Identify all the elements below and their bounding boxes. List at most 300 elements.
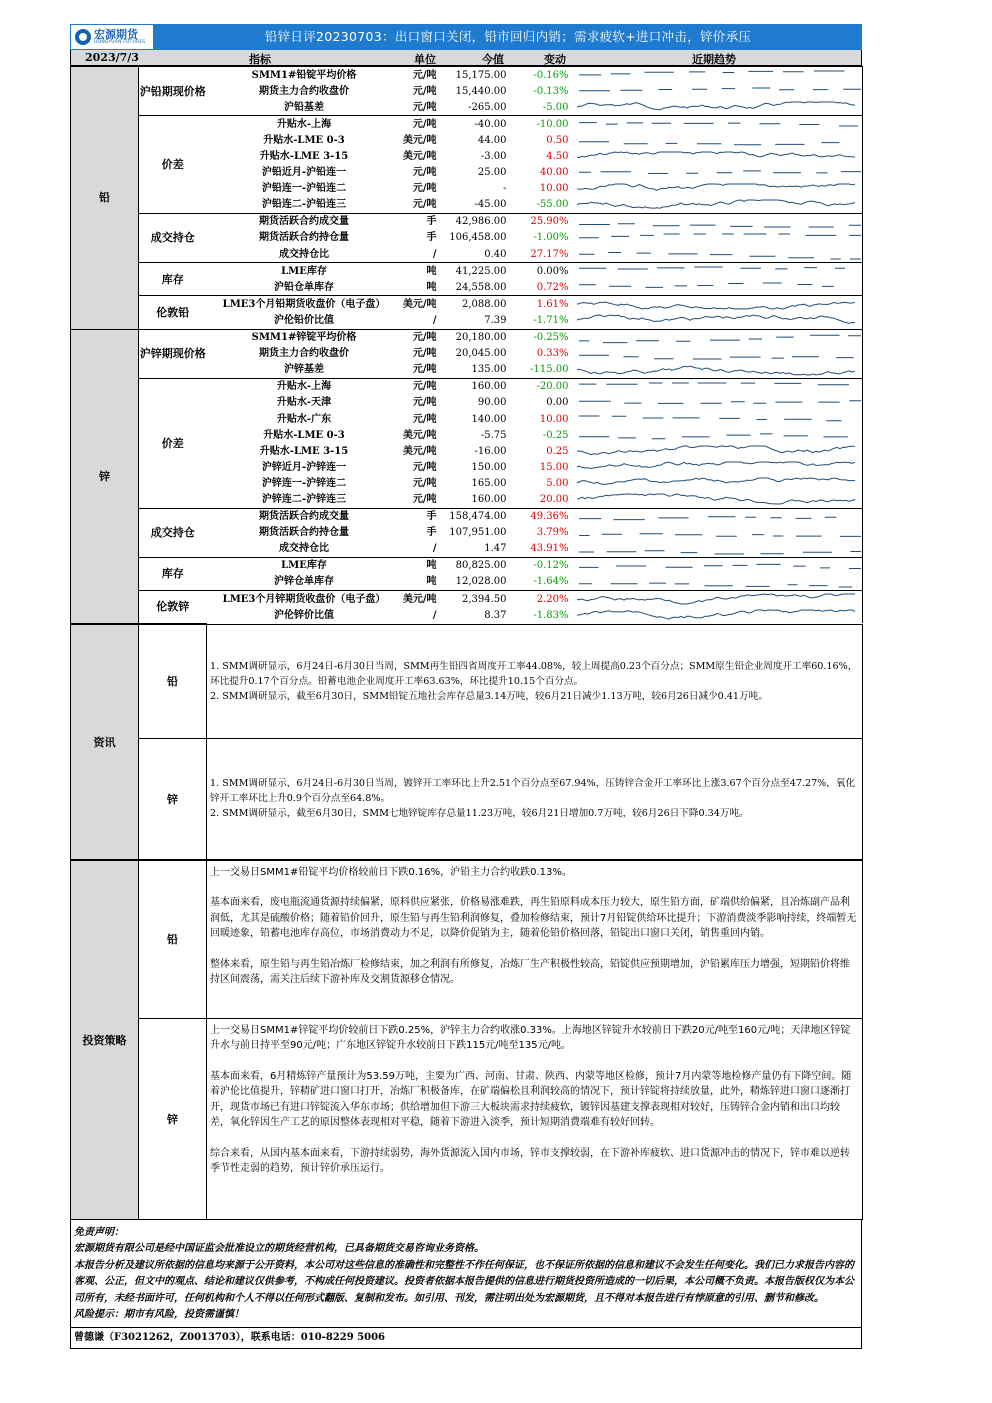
- group-label: 成交持仓: [139, 508, 207, 557]
- change-cell: -1.83%: [533, 609, 569, 621]
- change-cell: 40.00: [539, 167, 569, 179]
- sparkline-icon: [573, 182, 861, 196]
- sparkline-icon: [573, 380, 861, 394]
- change-cell: 10.00: [539, 183, 569, 195]
- unit-cell: 元/吨: [412, 199, 437, 211]
- group-label: 价差: [139, 116, 207, 214]
- value-cell: 15,175.00: [440, 67, 511, 84]
- change-cell: -115.00: [530, 364, 569, 376]
- logo-subtext: HONGYUAN FUTURES: [94, 39, 146, 45]
- unit-cell: 元/吨: [412, 493, 437, 505]
- unit-cell: /: [432, 543, 437, 555]
- section-label: 锌: [71, 329, 139, 623]
- change-cell: 43.91%: [530, 543, 569, 555]
- indicator-name: 沪铅连二-沪铅连三: [261, 199, 347, 211]
- trend-cell: [573, 459, 863, 475]
- value-cell: 2,394.50: [440, 591, 511, 608]
- sparkline-path: [577, 462, 855, 469]
- table-row: [71, 213, 863, 230]
- sparkline-path: [579, 583, 852, 587]
- change-cell: 1.61%: [511, 296, 573, 313]
- indicator-name: 期货主力合约收盘价: [259, 85, 349, 97]
- sparkline-icon: [573, 150, 861, 164]
- change-cell: 20.00: [539, 493, 569, 505]
- value-cell: 0.40: [484, 248, 507, 260]
- unit-cell: 元/吨: [412, 85, 437, 97]
- sparkline-icon: [573, 247, 861, 261]
- indicator-name: 升贴水-LME 0-3: [263, 134, 345, 146]
- trend-cell: [573, 427, 863, 443]
- unit-cell: 吨: [426, 281, 437, 293]
- value-cell: 2,088.00: [440, 296, 511, 313]
- group-label: 伦敦锌: [139, 591, 207, 624]
- unit-cell: 美元/吨: [402, 445, 437, 457]
- trend-cell: [573, 607, 863, 623]
- report-title: 铅锌日评20230703：出口窗口关闭，铅市回归内销；需求疲软+进口冲击，锌价承压: [264, 29, 752, 44]
- change-cell: 49.36%: [511, 508, 573, 525]
- trend-cell: [573, 312, 863, 329]
- indicator-name: 沪铅近月-沪铅连一: [261, 167, 347, 179]
- change-cell: -1.71%: [533, 314, 569, 326]
- sparkline-path: [579, 224, 861, 227]
- unit-cell: 吨: [402, 557, 440, 574]
- sparkline-icon: [573, 166, 861, 180]
- sparkline-path: [577, 315, 855, 323]
- unit-cell: 元/吨: [402, 378, 440, 395]
- sparkline-path: [577, 200, 855, 208]
- indicator-name: 沪伦铅价比值: [274, 314, 334, 326]
- sparkline-path: [579, 355, 854, 359]
- trend-cell: [573, 443, 863, 459]
- sparkline-path: [577, 478, 855, 484]
- indicator-name: 升贴水-LME 3-15: [259, 445, 349, 457]
- analyst-contact: 曾德谦（F3021262，Z0013703），联系电话：010-8229 5006: [70, 1328, 862, 1349]
- unit-cell: 手: [402, 213, 440, 230]
- strategy-zinc-text: [207, 1018, 863, 1219]
- strategy-title: 投资策略: [71, 860, 139, 1219]
- news-zinc-line: 2. SMM调研显示，截至6月30日，SMM七地锌锭库存总量11.23万吨，较6月21日增加0.7万吨，较6月26日下降0.34万吨。: [210, 808, 749, 820]
- trend-cell: [573, 378, 863, 395]
- report-date: 2023/7/3: [85, 51, 139, 64]
- change-cell: 0.50: [546, 134, 569, 146]
- indicator-name: 成交持仓比: [279, 543, 329, 555]
- change-cell: -1.00%: [533, 232, 569, 244]
- group-label: 沪锌期现价格: [139, 329, 207, 378]
- sparkline-icon: [573, 575, 861, 589]
- trend-cell: [573, 279, 863, 296]
- sparkline-icon: [573, 100, 861, 114]
- header-indicator: 指标: [249, 53, 271, 66]
- indicator-name: SMM1#锌锭平均价格: [207, 329, 402, 346]
- indicator-name: 升贴水-天津: [276, 397, 332, 409]
- unit-cell: 美元/吨: [402, 134, 437, 146]
- trend-cell: [573, 213, 863, 230]
- trend-cell: [573, 557, 863, 574]
- sparkline-icon: [573, 492, 861, 506]
- news-lead-label: 铅: [139, 624, 207, 738]
- sparkline-icon: [573, 608, 861, 622]
- group-label: 价差: [139, 378, 207, 508]
- disclaimer-line: 本报告分析及建议所依据的信息均来源于公开资料，本公司对这些信息的准确性和完整性不作任何保证，也不保证所依据的信息和建议不会发生任何变化。我们已力求报告内容的客观、公正，但文中的观点、结论和建议仅供参考，不构成任何投资建议。投资者依据本报告提供的信息进行期货投资所造成的一切后果，本公司概不负责。本报告版权仅为本公司所有，未经书面许可，任何机构和个人不得以任何形式翻版、复制和发布。如引用、刊发，需注明出处为宏源期货，且不得对本报告进行有悖原意的引用、删节和修改。: [74, 1259, 854, 1304]
- trend-cell: [573, 574, 863, 591]
- trend-cell: [573, 67, 863, 84]
- sparkline-icon: [573, 84, 861, 98]
- table-row: [71, 329, 863, 346]
- indicator-name: 沪锌仓单库存: [274, 576, 334, 588]
- sparkline-icon: [573, 559, 861, 573]
- sparkline-path: [577, 366, 855, 375]
- change-cell: -55.00: [536, 199, 569, 211]
- indicator-name: 升贴水-上海: [207, 378, 402, 395]
- indicator-name: 升贴水-LME 0-3: [263, 429, 345, 441]
- disclaimer-heading: 免责声明：: [74, 1226, 124, 1238]
- indicator-name: LME库存: [207, 263, 402, 280]
- unit-cell: 元/吨: [412, 397, 437, 409]
- sparkline-path: [579, 434, 848, 439]
- news-zinc-text: [207, 738, 863, 859]
- sparkline-icon: [573, 331, 861, 345]
- table-row: [71, 296, 863, 313]
- value-cell: 20,045.00: [455, 348, 507, 360]
- trend-cell: [573, 148, 863, 164]
- table-row: [71, 557, 863, 574]
- sparkline-icon: [573, 117, 861, 131]
- strategy-zinc-para: 综合来看，从国内基本面来看，下游持续弱势，海外货源流入国内市场，锌市支撑较弱，在下游补库疲软、进口货源冲击的情况下，锌市难以逆转季节性走弱的趋势，预计锌价承压运行。: [210, 1147, 850, 1175]
- trend-cell: [573, 525, 863, 541]
- change-cell: 25.90%: [511, 213, 573, 230]
- value-cell: 20,180.00: [440, 329, 511, 346]
- sparkline-icon: [573, 510, 861, 524]
- strategy-zinc-para: 基本面来看，6月精炼锌产量预计为53.59万吨，主要为广西、河南、甘肃、陕西、内蒙等地区检修，预计7月内蒙等地检修产量仍有下降空间。随着沪伦比值提升，锌精矿进口窗口打开，冶炼厂积极备库，在矿端偏松且利润较高的情况下，预计锌锭将持续放量，此外，精炼锌进口窗口逐渐打开，现货市场已有进口锌锭流入华东市场；供给增加但下游三大板块需求持续疲软，镀锌因基建支撑表现相对较好，压铸锌合金内销和出口均较差，氧化锌因生产工艺的原因整体表现相对平稳，随着下游进入淡季，预计短期消费端难有较好回转。: [210, 1070, 852, 1129]
- indicator-name: 沪铅仓单库存: [274, 281, 334, 293]
- trend-cell: [573, 116, 863, 133]
- unit-cell: 元/吨: [412, 101, 437, 113]
- value-cell: 25.00: [477, 167, 507, 179]
- unit-cell: 吨: [402, 263, 440, 280]
- sparkline-icon: [573, 231, 861, 245]
- unit-cell: 元/吨: [412, 413, 437, 425]
- indicator-name: LME3个月铅期货收盘价（电子盘）: [207, 296, 402, 313]
- sparkline-icon: [573, 460, 861, 474]
- change-cell: -20.00: [511, 378, 573, 395]
- value-cell: 44.00: [477, 134, 507, 146]
- sparkline-path: [579, 551, 861, 554]
- trend-cell: [573, 230, 863, 246]
- unit-cell: 美元/吨: [402, 429, 437, 441]
- sparkline-path: [577, 594, 855, 604]
- sparkline-path: [579, 253, 861, 260]
- logo-mark-icon: [75, 29, 91, 45]
- trend-cell: [573, 296, 863, 313]
- indicator-name: 沪锌近月-沪锌连一: [261, 461, 347, 473]
- value-cell: 7.39: [484, 314, 507, 326]
- change-cell: -0.16%: [511, 67, 573, 84]
- news-section: [70, 624, 863, 860]
- sparkline-path: [577, 610, 855, 619]
- trend-cell: [573, 395, 863, 411]
- value-cell: 165.00: [471, 477, 507, 489]
- sparkline-path: [579, 416, 842, 421]
- table-row: [71, 67, 863, 84]
- logo-text: 宏源期货: [94, 27, 138, 41]
- indicator-name: 沪铅连一-沪铅连二: [261, 183, 347, 195]
- disclaimer-line: 风险提示：期市有风险，投资需谨慎！: [74, 1309, 244, 1321]
- value-cell: 107,951.00: [449, 527, 507, 539]
- change-cell: -5.00: [542, 101, 569, 113]
- trend-cell: [573, 83, 863, 99]
- indicator-name: 期货活跃合约持仓量: [259, 527, 349, 539]
- value-cell: -5.75: [480, 429, 507, 441]
- value-cell: 160.00: [471, 493, 507, 505]
- indicator-name: 升贴水-上海: [207, 116, 402, 133]
- sparkline-path: [579, 71, 845, 75]
- value-cell: -45.00: [474, 199, 507, 211]
- sparkline-icon: [573, 396, 861, 410]
- value-cell: 90.00: [477, 397, 507, 409]
- unit-cell: 元/吨: [412, 348, 437, 360]
- header-value: 今值: [482, 53, 504, 66]
- group-label: 沪铅期现价格: [139, 67, 207, 116]
- indicator-name: 沪锌连一-沪锌连二: [261, 477, 347, 489]
- trend-cell: [573, 362, 863, 379]
- disclaimer-line: 宏源期货有限公司是经中国证监会批准设立的期货经营机构，已具备期货交易咨询业务资格。: [74, 1243, 484, 1255]
- value-cell: 80,825.00: [440, 557, 511, 574]
- sparkline-path: [579, 383, 849, 385]
- indicator-name: 期货活跃合约成交量: [207, 213, 402, 230]
- table-row: [71, 508, 863, 525]
- trend-cell: [573, 491, 863, 508]
- news-zinc-line: 1. SMM调研显示，6月24日-6月30日当周，镀锌开工率环比上升2.51个百分点至67.94%，压铸锌合金开工率环比上涨3.67个百分点至47.27%，氧化锌开工率环比上升0.9个百分点至64.8%。: [210, 778, 856, 805]
- value-cell: 140.00: [471, 413, 507, 425]
- trend-cell: [573, 475, 863, 491]
- sparkline-path: [579, 171, 861, 174]
- table-row: [71, 591, 863, 608]
- sparkline-path: [577, 302, 855, 309]
- change-cell: 4.50: [546, 151, 569, 163]
- sparkline-icon: [573, 68, 861, 82]
- value-cell: 15,440.00: [455, 85, 507, 97]
- sparkline-icon: [573, 592, 861, 606]
- unit-cell: 元/吨: [412, 477, 437, 489]
- group-label: 库存: [139, 263, 207, 296]
- trend-cell: [573, 165, 863, 181]
- change-cell: 2.20%: [511, 591, 573, 608]
- value-cell: -3.00: [480, 151, 507, 163]
- sparkline-icon: [573, 542, 861, 556]
- value-cell: 158,474.00: [440, 508, 511, 525]
- sparkline-path: [579, 88, 861, 91]
- sparkline-icon: [573, 264, 861, 278]
- header-trend: 近期趋势: [692, 53, 736, 66]
- strategy-lead-text: [207, 860, 863, 1018]
- unit-cell: 元/吨: [412, 183, 437, 195]
- value-cell: -16.00: [474, 445, 507, 457]
- indicator-name: 升贴水-LME 3-15: [259, 151, 349, 163]
- value-cell: 106,458.00: [449, 232, 507, 244]
- sparkline-icon: [573, 444, 861, 458]
- indicator-name: 期货活跃合约成交量: [207, 508, 402, 525]
- news-lead-line: 2. SMM调研显示，截至6月30日，SMM铅锭五地社会库存总量3.14万吨，较6月21日减少1.13万吨，较6月26日减少0.41万吨。: [210, 690, 768, 702]
- strategy-zinc-label: 锌: [139, 1018, 207, 1219]
- company-logo: [70, 24, 154, 50]
- indicator-name: 成交持仓比: [279, 248, 329, 260]
- trend-cell: [573, 346, 863, 362]
- change-cell: 0.25: [546, 445, 569, 457]
- news-title: 资讯: [71, 624, 139, 859]
- value-cell: -40.00: [440, 116, 511, 133]
- unit-cell: 元/吨: [402, 67, 440, 84]
- value-cell: 150.00: [471, 461, 507, 473]
- table-row: [71, 116, 863, 133]
- strategy-section: [70, 860, 863, 1220]
- sparkline-path: [579, 564, 861, 568]
- change-cell: 3.79%: [536, 527, 569, 539]
- sparkline-path: [577, 102, 855, 110]
- change-cell: 0.00%: [511, 263, 573, 280]
- change-cell: 27.17%: [530, 248, 569, 260]
- trend-cell: [573, 541, 863, 558]
- indicator-name: 期货活跃合约持仓量: [259, 232, 349, 244]
- trend-cell: [573, 181, 863, 197]
- trend-cell: [573, 591, 863, 608]
- indicator-name: 沪铅基差: [284, 101, 324, 113]
- news-lead-text: [207, 624, 863, 738]
- sparkline-icon: [573, 133, 861, 147]
- sparkline-icon: [573, 280, 861, 294]
- value-cell: 12,028.00: [455, 576, 507, 588]
- sparkline-path: [577, 152, 855, 158]
- trend-cell: [573, 411, 863, 427]
- indicator-name: SMM1#铅锭平均价格: [207, 67, 402, 84]
- sparkline-icon: [573, 412, 861, 426]
- header-change: 变动: [544, 53, 566, 66]
- strategy-lead-para: 上一交易日SMM1#铅锭平均价格较前日下跌0.16%，沪铅主力合约收跌0.13%。: [210, 866, 572, 878]
- sparkline-icon: [573, 313, 861, 327]
- table-row: [71, 263, 863, 280]
- sparkline-path: [579, 401, 861, 404]
- value-cell: 1.47: [484, 543, 507, 555]
- value-cell: -: [503, 183, 507, 195]
- sparkline-icon: [573, 297, 861, 311]
- change-cell: 10.00: [539, 413, 569, 425]
- unit-cell: 美元/吨: [402, 591, 440, 608]
- unit-cell: 手: [426, 527, 437, 539]
- sparkline-icon: [573, 198, 861, 212]
- news-zinc-label: 锌: [139, 738, 207, 859]
- change-cell: -1.64%: [533, 576, 569, 588]
- value-cell: 8.37: [484, 609, 507, 621]
- unit-cell: /: [432, 609, 437, 621]
- unit-cell: 元/吨: [412, 167, 437, 179]
- trend-cell: [573, 246, 863, 263]
- indicator-name: 期货主力合约收盘价: [259, 348, 349, 360]
- sparkline-path: [577, 494, 855, 504]
- strategy-lead-para: 基本面来看，废电瓶流通货源持续偏紧，原料供应紧张，价格易涨难跌，再生铅原料成本压力较大，原生铅方面，矿端供给偏紧，且冶炼副产品利润低，尤其是硫酸价格；随着铅价回升，原生铅与再生铅利润修复，叠加检修结束，预计7月铅锭供给环比提升；下游消费淡季影响持续，终端暂无回暖迹象，铅蓄电池库存高位，市场消费动力不足，以降价促销为主，随着伦铅价格回落，铅锭出口窗口关闭，销售重回内销。: [210, 897, 857, 940]
- report-banner: [70, 24, 862, 50]
- report-sheet: [70, 24, 862, 1349]
- sparkline-path: [579, 142, 839, 145]
- sparkline-path: [579, 267, 845, 269]
- sparkline-path: [577, 446, 855, 455]
- sparkline-path: [579, 533, 861, 536]
- header-unit: 单位: [414, 53, 436, 66]
- indicator-name: LME库存: [207, 557, 402, 574]
- unit-cell: 美元/吨: [402, 151, 437, 163]
- value-cell: 24,558.00: [455, 281, 507, 293]
- section-label: 铅: [71, 67, 139, 330]
- unit-cell: 手: [402, 508, 440, 525]
- trend-cell: [573, 132, 863, 148]
- change-cell: -0.12%: [511, 557, 573, 574]
- sparkline-path: [579, 283, 834, 287]
- sparkline-icon: [573, 215, 861, 229]
- sparkline-path: [579, 234, 861, 238]
- sparkline-path: [579, 516, 836, 519]
- strategy-zinc-para: 上一交易日SMM1#锌锭平均价较前日下跌0.25%，沪锌主力合约收涨0.33%。上海地区锌锭升水较前日下跌20元/吨至160元/吨；天津地区锌锭升水与前日持平至90元/吨；广东地区锌锭升水较前日下跌115元/吨至135元/吨。: [210, 1024, 851, 1052]
- group-label: 库存: [139, 557, 207, 590]
- change-cell: -0.25%: [511, 329, 573, 346]
- value-cell: 135.00: [471, 364, 507, 376]
- indicator-name: LME3个月锌期货收盘价（电子盘）: [207, 591, 402, 608]
- unit-cell: /: [432, 314, 437, 326]
- sparkline-icon: [573, 476, 861, 490]
- trend-cell: [573, 263, 863, 280]
- sparkline-icon: [573, 363, 861, 377]
- value-cell: -265.00: [468, 101, 507, 113]
- change-cell: 5.00: [546, 477, 569, 489]
- unit-cell: /: [432, 248, 437, 260]
- indicator-name: 沪锌基差: [284, 364, 324, 376]
- change-cell: 0.33%: [536, 348, 569, 360]
- change-cell: -0.13%: [533, 85, 569, 97]
- table-row: [71, 378, 863, 395]
- change-cell: 0.72%: [536, 281, 569, 293]
- change-cell: 15.00: [539, 461, 569, 473]
- sparkline-icon: [573, 526, 861, 540]
- sparkline-path: [579, 335, 861, 342]
- sparkline-icon: [573, 428, 861, 442]
- indicator-name: 升贴水-广东: [276, 413, 332, 425]
- unit-cell: 元/吨: [402, 116, 440, 133]
- group-label: 伦敦铅: [139, 296, 207, 329]
- news-lead-line: 1. SMM调研显示，6月24日-6月30日当周，SMM再生铅四省周度开工率44.08%，较上周提高0.23个百分点；SMM原生铅企业周度开工率60.16%，环比提升0.17个百分点。铅蓄电池企业周度开工率63.63%，环比提升10.15个百分点。: [210, 660, 858, 687]
- unit-cell: 吨: [426, 576, 437, 588]
- trend-cell: [573, 99, 863, 116]
- value-cell: 160.00: [440, 378, 511, 395]
- indicator-name: 沪锌连二-沪锌连三: [261, 493, 347, 505]
- unit-cell: 元/吨: [412, 364, 437, 376]
- unit-cell: 元/吨: [402, 329, 440, 346]
- value-cell: 42,986.00: [440, 213, 511, 230]
- sparkline-path: [577, 184, 855, 190]
- trend-cell: [573, 329, 863, 346]
- unit-cell: 美元/吨: [402, 296, 440, 313]
- trend-cell: [573, 508, 863, 525]
- sparkline-path: [579, 123, 858, 126]
- disclaimer: [70, 1220, 862, 1328]
- value-cell: 41,225.00: [440, 263, 511, 280]
- change-cell: -0.25: [542, 429, 569, 441]
- trend-cell: [573, 197, 863, 214]
- indicator-name: 沪伦锌价比值: [274, 609, 334, 621]
- strategy-lead-label: 铅: [139, 860, 207, 1018]
- group-label: 成交持仓: [139, 213, 207, 262]
- table-header: [70, 50, 862, 66]
- sparkline-icon: [573, 347, 861, 361]
- price-table: [70, 66, 863, 624]
- change-cell: -10.00: [511, 116, 573, 133]
- change-cell: 0.00: [546, 397, 569, 409]
